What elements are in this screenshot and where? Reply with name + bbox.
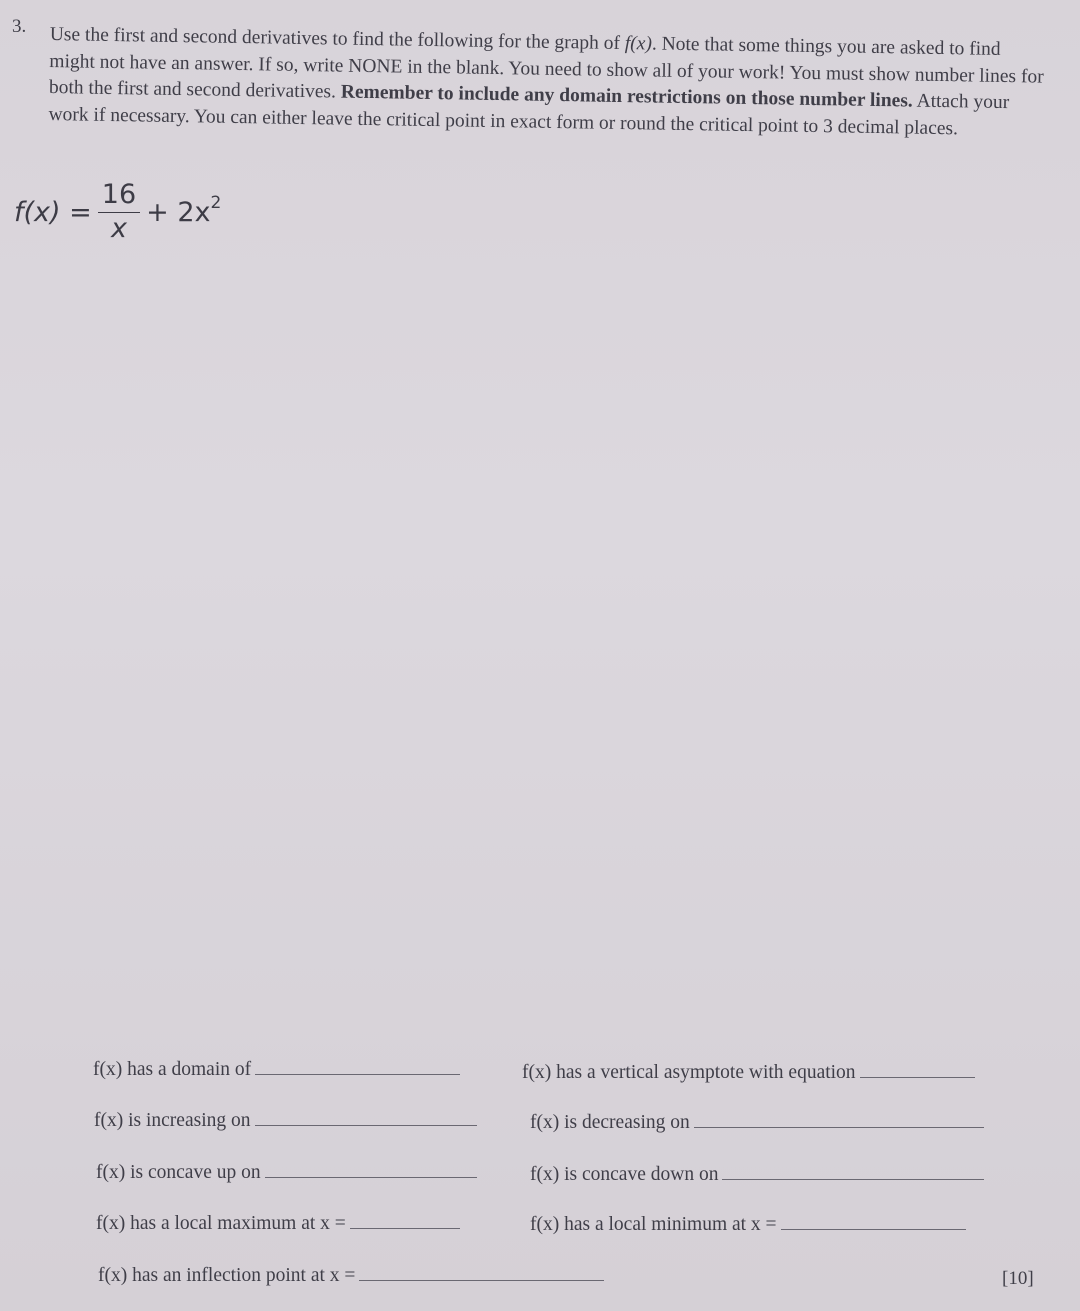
local-min-label: f(x) has a local minimum at x = <box>530 1214 777 1235</box>
concave-down-label: f(x) is concave down on <box>530 1164 719 1185</box>
instructions-text-2: . Note that some things you are asked to find might not have an answer. If so, write NONE in the blank. You need to show all of your work! You must show number lines for both the first and second derivatives. <box>48 33 1044 103</box>
local-max-label: f(x) has a local maximum at x = <box>96 1213 346 1234</box>
question-number: 3. <box>12 16 27 37</box>
local-min-blank[interactable] <box>781 1211 966 1230</box>
concave-up-label: f(x) is concave up on <box>96 1162 261 1183</box>
increasing-row <box>94 1107 477 1132</box>
concave-up-blank[interactable] <box>265 1159 477 1178</box>
instructions-text-1: Use the first and second derivatives to find the following for the graph of <box>49 23 626 55</box>
instructions-bold: Remember to include any domain restrictions on those number lines. <box>340 81 913 112</box>
formula-plus-term: + 2x <box>146 197 211 228</box>
instructions-function: f(x) <box>624 33 653 55</box>
vertical-asymptote-blank[interactable] <box>860 1059 975 1078</box>
points-value: [10] <box>1002 1268 1034 1289</box>
concave-down-row <box>530 1161 984 1186</box>
decreasing-blank[interactable] <box>694 1109 984 1128</box>
local-max-row <box>96 1210 460 1235</box>
inflection-label: f(x) has an inflection point at x = <box>98 1265 356 1286</box>
inflection-row <box>98 1262 604 1287</box>
formula-numerator: 16 <box>98 180 140 213</box>
increasing-blank[interactable] <box>255 1107 477 1126</box>
domain-blank[interactable] <box>255 1056 460 1075</box>
formula-denominator: x <box>110 213 127 244</box>
formula-exponent: 2 <box>210 192 222 213</box>
formula-lhs: f(x) = <box>14 197 92 228</box>
local-min-row <box>530 1211 966 1236</box>
increasing-label: f(x) is increasing on <box>94 1110 251 1131</box>
vertical-asymptote-row <box>522 1059 975 1084</box>
vertical-asymptote-label: f(x) has a vertical asymptote with equation <box>522 1062 856 1083</box>
decreasing-row <box>530 1109 984 1134</box>
concave-up-row <box>96 1159 477 1184</box>
inflection-blank[interactable] <box>359 1262 604 1281</box>
domain-label: f(x) has a domain of <box>93 1059 252 1080</box>
domain-row <box>93 1056 460 1081</box>
concave-down-blank[interactable] <box>722 1161 984 1180</box>
local-max-blank[interactable] <box>350 1210 460 1229</box>
instructions-text-3: Attach your work if necessary. You can either leave the critical point in exact form or round the critical point to 3 decimal places. <box>48 90 1010 139</box>
decreasing-label: f(x) is decreasing on <box>530 1112 690 1133</box>
